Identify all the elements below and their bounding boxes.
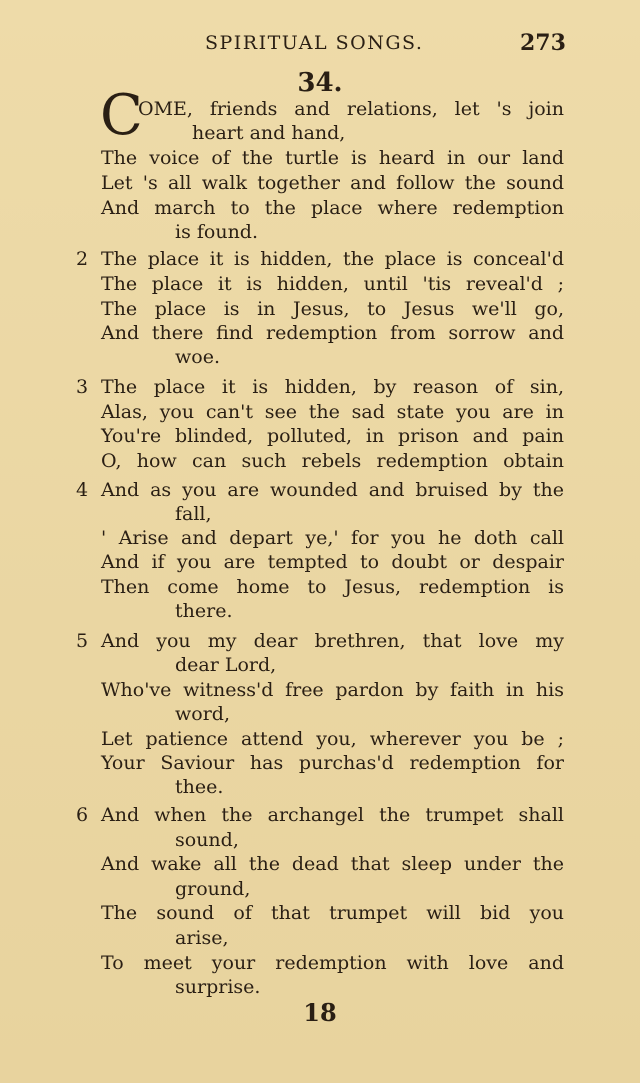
verse-line: Let 's all walk together and follow the sound (101, 172, 564, 194)
verse-line: is found. (175, 221, 259, 243)
verse-line: Alas, you can't see the sad state you are in (101, 401, 564, 423)
verse-line: ground, (175, 878, 251, 900)
verse-line: fall, (175, 503, 212, 525)
verse-line: Who've witness'd free pardon by faith in his (101, 679, 564, 701)
drop-cap: C (100, 83, 143, 148)
verse-line: And wake all the dead that sleep under the (101, 853, 564, 875)
page-header (0, 30, 640, 60)
verse-line: OME, friends and relations, let 's join (138, 98, 564, 120)
verse-number: 4 (76, 479, 89, 501)
verse-line: And if you are tempted to doubt or despair (101, 551, 564, 573)
verse-line: To meet your redemption with love and (101, 952, 564, 974)
verse-line: Let patience attend you, wherever you be ; (101, 728, 564, 750)
verse-number: 2 (76, 248, 89, 270)
verse-line: The place it is hidden, until 'tis reveal'd ; (101, 273, 564, 295)
verse-line: arise, (175, 927, 229, 949)
verse-line: O, how can such rebels redemption obtain (101, 450, 564, 472)
verse-line: dear Lord, (175, 654, 277, 676)
verse-number: 5 (76, 630, 89, 652)
verse-number: 3 (76, 376, 89, 398)
verse-line: And there find redemption from sorrow and (101, 322, 564, 344)
verse-line: woe. (175, 346, 220, 368)
hymn-number: 34. (297, 68, 343, 98)
verse-line: And when the archangel the trumpet shall (101, 804, 564, 826)
verse-line: The sound of that trumpet will bid you (101, 902, 564, 924)
verse-line: there. (175, 600, 233, 622)
verse-line: The place it is hidden, by reason of sin, (101, 376, 564, 398)
running-head: SPIRITUAL SONGS. (205, 32, 424, 54)
verse-line: sound, (175, 829, 239, 851)
signature-mark: 18 (303, 998, 337, 1027)
verse-line: ' Arise and depart ye,' for you he doth call (101, 527, 564, 549)
verse-number: 6 (76, 804, 89, 826)
verse-line: heart and hand, (192, 122, 346, 144)
verse-line: thee. (175, 776, 224, 798)
verse-line: The voice of the turtle is heard in our land (101, 147, 564, 169)
verse-line: And march to the place where redemption (101, 197, 564, 219)
verse-line: The place it is hidden, the place is conceal'd (101, 248, 564, 270)
verse-line: The place is in Jesus, to Jesus we'll go, (101, 298, 564, 320)
verse-line: Your Saviour has purchas'd redemption for (101, 752, 564, 774)
verse-line: word, (175, 703, 230, 725)
verse-line: Then come home to Jesus, redemption is (101, 576, 564, 598)
page-number: 273 (520, 30, 566, 56)
verse-line: You're blinded, polluted, in prison and pain (101, 425, 564, 447)
verse-line: And as you are wounded and bruised by the (101, 479, 564, 501)
verse-line: And you my dear brethren, that love my (101, 630, 564, 652)
verse-line: surprise. (175, 976, 261, 998)
